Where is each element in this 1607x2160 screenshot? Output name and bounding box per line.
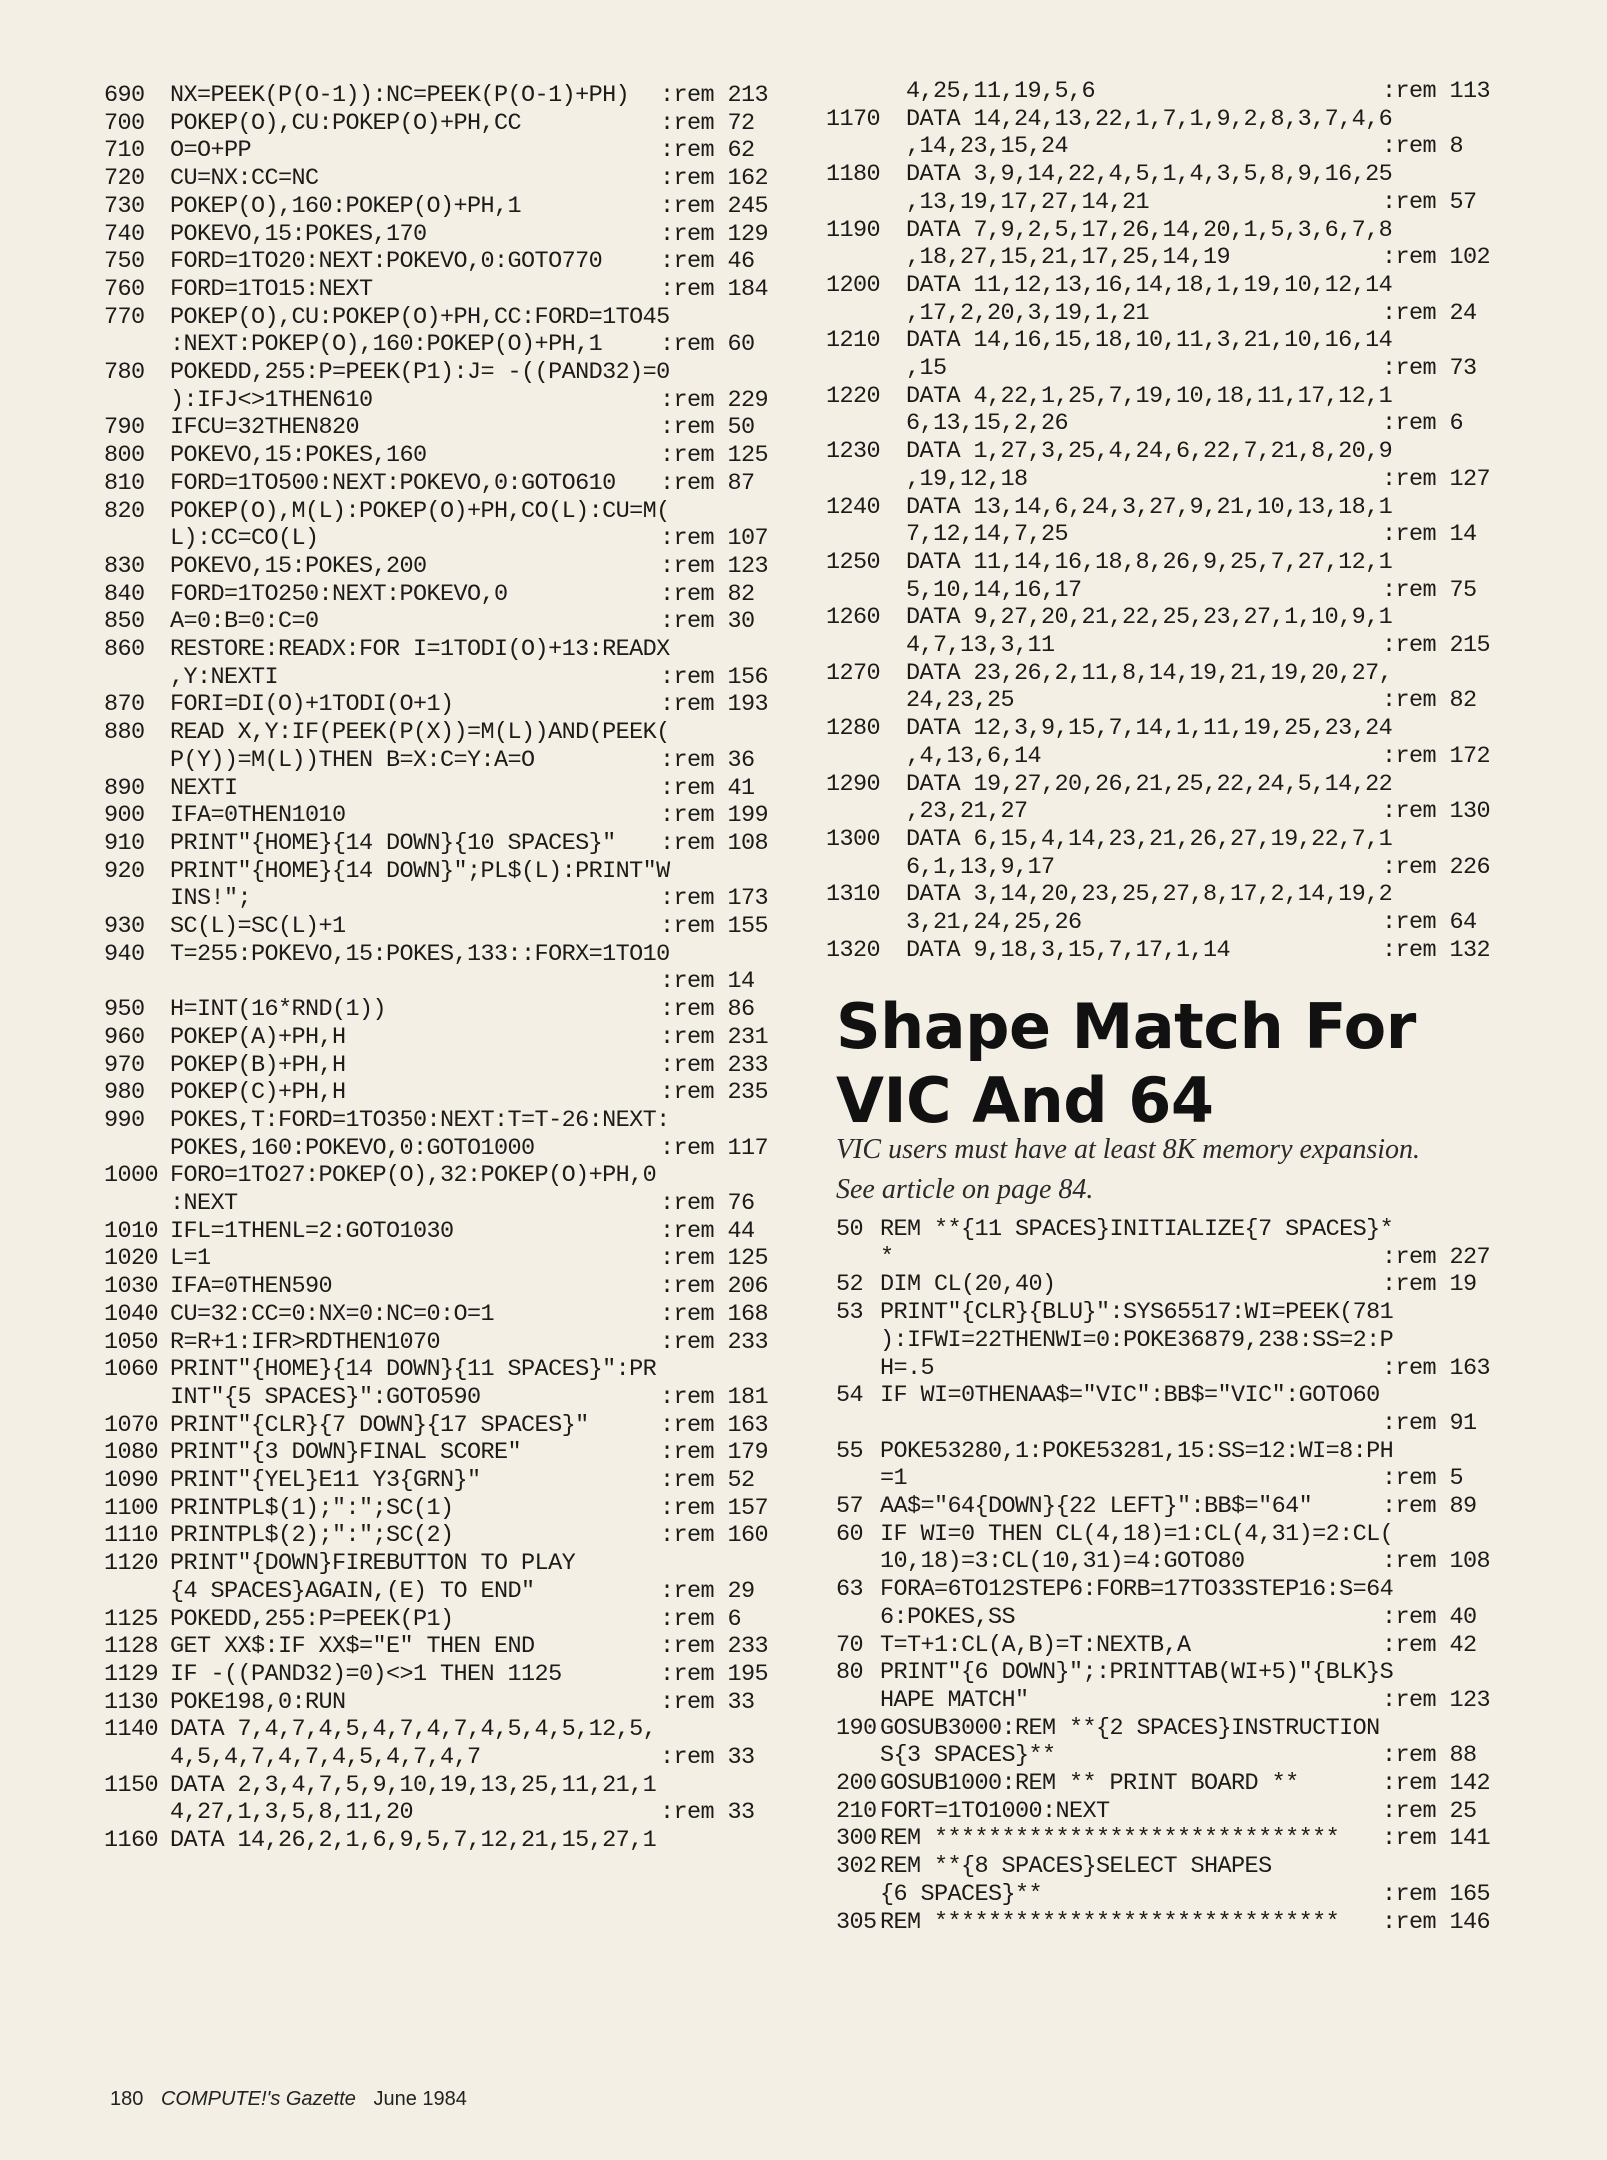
code-text: DATA 9,18,3,15,7,17,1,14	[906, 936, 1231, 964]
code-continuation: 6,13,15,2,26	[906, 410, 1069, 438]
page-footer	[110, 2088, 467, 2111]
code-text: POKEVO,15:POKES,170	[170, 220, 427, 248]
rem-checksum: :rem 102	[1382, 244, 1491, 272]
line-number: 57	[836, 1493, 864, 1520]
rem-checksum: :rem 179	[660, 1439, 769, 1467]
code-continuation: {4 SPACES}AGAIN,(E) TO END"	[170, 1577, 535, 1605]
code-continuation: L):CC=CO(L)	[170, 525, 319, 553]
code-continuation: *	[880, 1243, 894, 1271]
code-text: IF -((PAND32)=0)<>1 THEN 1125	[170, 1660, 562, 1688]
code-continuation: 7,12,14,7,25	[906, 521, 1069, 549]
code-text: DATA 14,26,2,1,6,9,5,7,12,21,15,27,1	[170, 1827, 657, 1855]
rem-checksum: :rem 233	[660, 1051, 769, 1079]
line-number: 1030	[104, 1273, 159, 1301]
code-continuation: ,14,23,15,24	[906, 133, 1069, 161]
line-number: 710	[104, 137, 145, 165]
rem-checksum: :rem 19	[1382, 1271, 1477, 1299]
line-number: 720	[104, 165, 145, 193]
line-number: 930	[104, 913, 145, 940]
line-number: 1240	[826, 493, 881, 521]
code-text: IF WI=0THENAA$="VIC":BB$="VIC":GOTO60	[880, 1382, 1380, 1410]
line-number: 52	[836, 1271, 864, 1299]
code-text: REM **{11 SPACES}INITIALIZE{7 SPACES}*	[880, 1216, 1394, 1243]
code-text: DATA 3,14,20,23,25,27,8,17,2,14,19,2	[906, 881, 1393, 909]
code-continuation: ,19,12,18	[906, 465, 1028, 493]
rem-checksum: :rem 245	[660, 192, 769, 220]
line-number: 1080	[104, 1439, 159, 1467]
rem-checksum: :rem 86	[660, 996, 755, 1024]
code-text: PRINT"{YEL}E11 Y3{GRN}"	[170, 1467, 481, 1494]
code-text: POKEP(O),CU:POKEP(O)+PH,CC	[170, 109, 522, 137]
code-text: DATA 13,14,6,24,3,27,9,21,10,13,18,1	[906, 493, 1393, 521]
code-text: POKEP(C)+PH,H	[170, 1079, 346, 1107]
line-number: 1270	[826, 659, 881, 687]
code-text: GOSUB3000:REM **{2 SPACES}INSTRUCTION	[880, 1714, 1380, 1742]
line-number: 1010	[104, 1217, 159, 1245]
title-line-2: VIC And 64	[836, 1064, 1214, 1137]
line-number: 1200	[826, 271, 881, 299]
code-text: FORD=1TO250:NEXT:POKEVO,0	[170, 580, 508, 608]
rem-checksum: :rem 6	[1382, 410, 1464, 438]
rem-checksum: :rem 57	[1382, 188, 1477, 216]
rem-checksum: :rem 168	[660, 1300, 769, 1328]
rem-checksum: :rem 29	[660, 1577, 755, 1605]
rem-checksum: :rem 173	[660, 885, 769, 913]
rem-checksum: :rem 213	[660, 82, 769, 109]
rem-checksum: :rem 123	[1382, 1686, 1491, 1714]
code-text: DATA 11,12,13,16,14,18,1,19,10,12,14	[906, 271, 1393, 299]
code-text: CU=NX:CC=NC	[170, 165, 319, 193]
code-continuation: INT"{5 SPACES}":GOTO590	[170, 1383, 481, 1411]
rem-checksum: :rem 125	[660, 1245, 769, 1273]
code-text: DATA 23,26,2,11,8,14,19,21,19,20,27,	[906, 659, 1393, 687]
line-number: 1260	[826, 604, 881, 632]
code-text: IFA=0THEN1010	[170, 802, 346, 830]
subtitle-line-1: VIC users must have at least 8K memory expansion.	[836, 1134, 1421, 1165]
rem-checksum: :rem 195	[660, 1660, 769, 1688]
code-continuation: :NEXT	[170, 1190, 238, 1217]
code-text: POKE198,0:RUN	[170, 1688, 346, 1716]
line-number: 770	[104, 303, 145, 331]
line-number: 53	[836, 1299, 864, 1327]
code-text: L=1	[170, 1245, 211, 1273]
rem-checksum: :rem 6	[660, 1605, 742, 1633]
code-continuation: POKES,160:POKEVO,0:GOTO1000	[170, 1134, 535, 1162]
line-number: 80	[836, 1659, 864, 1687]
code-continuation: :NEXT:POKEP(O),160:POKEP(O)+PH,1	[170, 331, 603, 359]
rem-checksum: :rem 132	[1382, 936, 1491, 964]
rem-checksum: :rem 141	[1382, 1825, 1491, 1853]
line-number: 990	[104, 1106, 145, 1134]
code-text: DATA 3,9,14,22,4,5,1,4,3,5,8,9,16,25	[906, 161, 1393, 189]
line-number: 1180	[826, 161, 881, 189]
rem-checksum: :rem 52	[660, 1467, 755, 1494]
line-number: 302	[836, 1853, 877, 1881]
line-number: 860	[104, 636, 145, 663]
line-number: 830	[104, 552, 145, 580]
rem-checksum: :rem 235	[660, 1079, 769, 1107]
line-number: 790	[104, 414, 145, 442]
line-number: 63	[836, 1576, 864, 1604]
rem-checksum: :rem 172	[1382, 742, 1491, 770]
rem-checksum: :rem 82	[1382, 687, 1477, 715]
code-text: PRINT"{DOWN}FIREBUTTON TO PLAY	[170, 1550, 576, 1578]
magazine-name: COMPUTE!'s Gazette	[160, 2088, 356, 2110]
code-text: REM **{8 SPACES}SELECT SHAPES	[880, 1853, 1272, 1881]
rem-checksum: :rem 62	[660, 137, 755, 165]
line-number: 1050	[104, 1328, 159, 1356]
code-text: POKEP(O),M(L):POKEP(O)+PH,CO(L):CU=M(	[170, 497, 670, 525]
line-number: 1170	[826, 105, 881, 133]
rem-checksum: :rem 199	[660, 802, 769, 830]
rem-checksum: :rem 108	[1382, 1548, 1491, 1576]
code-text: O=O+PP	[170, 137, 252, 165]
line-number: 740	[104, 220, 145, 248]
rem-checksum: :rem 89	[1382, 1493, 1477, 1520]
code-text: NEXTI	[170, 774, 238, 802]
code-text: PRINT"{6 DOWN}";:PRINTTAB(WI+5)"{BLK}S	[880, 1659, 1394, 1687]
code-text: SC(L)=SC(L)+1	[170, 913, 346, 940]
code-text: POKEP(B)+PH,H	[170, 1051, 346, 1079]
rem-checksum: :rem 142	[1382, 1770, 1491, 1797]
rem-checksum: :rem 40	[1382, 1603, 1477, 1631]
rem-checksum: :rem 8	[1382, 133, 1464, 161]
rem-checksum: :rem 206	[660, 1273, 769, 1301]
rem-checksum: :rem 91	[1382, 1409, 1477, 1437]
line-number: 200	[836, 1770, 877, 1797]
rem-checksum: :rem 181	[660, 1383, 769, 1411]
line-number: 50	[836, 1216, 864, 1243]
line-number: 1310	[826, 881, 881, 909]
rem-checksum: :rem 88	[1382, 1742, 1477, 1770]
code-text: DATA 19,27,20,26,21,25,22,24,5,14,22	[906, 770, 1393, 798]
line-number: 900	[104, 802, 145, 830]
rem-checksum: :rem 226	[1382, 853, 1491, 881]
line-number: 305	[836, 1908, 877, 1936]
code-text: PRINTPL$(2);":";SC(2)	[170, 1522, 454, 1550]
line-number: 890	[104, 774, 145, 802]
rem-checksum: :rem 5	[1382, 1465, 1464, 1493]
rem-checksum: :rem 156	[660, 663, 769, 691]
rem-checksum: :rem 75	[1382, 576, 1477, 604]
code-text: POKEVO,15:POKES,160	[170, 442, 427, 470]
line-number: 1150	[104, 1771, 159, 1799]
rem-checksum: :rem 130	[1382, 798, 1491, 826]
code-continuation: HAPE MATCH"	[880, 1686, 1029, 1714]
code-text: POKEP(O),160:POKEP(O)+PH,1	[170, 192, 522, 220]
rem-checksum: :rem 157	[660, 1494, 769, 1522]
rem-checksum: :rem 33	[660, 1744, 755, 1771]
rem-checksum: :rem 215	[1382, 632, 1491, 659]
code-continuation: 24,23,25	[906, 687, 1015, 715]
line-number: 1070	[104, 1411, 159, 1439]
rem-checksum: :rem 231	[660, 1023, 769, 1051]
code-continuation: ,17,2,20,3,19,1,21	[906, 299, 1150, 327]
code-text: GOSUB1000:REM ** PRINT BOARD **	[880, 1770, 1299, 1797]
rem-checksum: :rem 44	[660, 1217, 755, 1245]
rem-checksum: :rem 233	[660, 1633, 769, 1661]
rem-checksum: :rem 113	[1382, 78, 1491, 105]
line-number: 910	[104, 829, 145, 857]
code-text: PRINT"{HOME}{14 DOWN}{11 SPACES}":PR	[170, 1356, 657, 1384]
line-number: 1160	[104, 1827, 159, 1855]
rem-checksum: :rem 64	[1382, 909, 1477, 936]
code-continuation: 5,10,14,16,17	[906, 576, 1082, 604]
rem-checksum: :rem 76	[660, 1190, 755, 1217]
line-number: 300	[836, 1825, 877, 1853]
code-text: PRINT"{HOME}{14 DOWN}";PL$(L):PRINT"W	[170, 857, 670, 885]
code-text: GET XX$:IF XX$="E" THEN END	[170, 1633, 535, 1661]
code-text: 4,25,11,19,5,6	[906, 78, 1096, 105]
rem-checksum: :rem 108	[660, 829, 769, 857]
code-text: IFA=0THEN590	[170, 1273, 333, 1301]
line-number: 940	[104, 940, 145, 968]
rem-checksum: :rem 155	[660, 913, 769, 940]
article-subtitle	[836, 1130, 1536, 1210]
rem-checksum: :rem 60	[660, 331, 755, 359]
rem-checksum: :rem 146	[1382, 1908, 1491, 1936]
rem-checksum: :rem 36	[660, 746, 755, 774]
line-number: 54	[836, 1382, 864, 1410]
code-continuation: =1	[880, 1465, 908, 1493]
line-number: 1230	[826, 438, 881, 466]
line-number: 810	[104, 469, 145, 497]
rem-checksum: :rem 233	[660, 1328, 769, 1356]
line-number: 800	[104, 442, 145, 470]
rem-checksum: :rem 42	[1382, 1631, 1477, 1659]
code-text: T=T+1:CL(A,B)=T:NEXTB,A	[880, 1631, 1191, 1659]
rem-checksum: :rem 165	[1382, 1880, 1491, 1908]
line-number: 1020	[104, 1245, 159, 1273]
page-number: 180	[110, 2088, 144, 2110]
code-text: DATA 9,27,20,21,22,25,23,27,1,10,9,1	[906, 604, 1393, 632]
code-continuation: ,18,27,15,21,17,25,14,19	[906, 244, 1231, 272]
code-text: FORD=1TO20:NEXT:POKEVO,0:GOTO770	[170, 248, 603, 276]
code-text: POKEVO,15:POKES,200	[170, 552, 427, 580]
code-text: DATA 7,9,2,5,17,26,14,20,1,5,3,6,7,8	[906, 216, 1393, 244]
line-number: 870	[104, 691, 145, 719]
rem-checksum: :rem 129	[660, 220, 769, 248]
code-text: IFCU=32THEN820	[170, 414, 360, 442]
code-text: POKE53280,1:POKE53281,15:SS=12:WI=8:PH	[880, 1437, 1394, 1465]
code-text: IFL=1THENL=2:GOTO1030	[170, 1217, 454, 1245]
code-text: DATA 14,16,15,18,10,11,3,21,10,16,14	[906, 327, 1393, 355]
line-number: 1129	[104, 1660, 159, 1688]
code-continuation: P(Y))=M(L))THEN B=X:C=Y:A=O	[170, 746, 535, 774]
code-text: DATA 6,15,4,14,23,21,26,27,19,22,7,1	[906, 825, 1393, 853]
code-continuation: 6:POKES,SS	[880, 1603, 1016, 1631]
line-number: 700	[104, 109, 145, 137]
code-text: POKEDD,255:P=PEEK(P1):J= -((PAND32)=0	[170, 359, 670, 386]
line-number: 210	[836, 1797, 877, 1825]
line-number: 1250	[826, 548, 881, 576]
code-text: PRINT"{HOME}{14 DOWN}{10 SPACES}"	[170, 829, 616, 857]
code-continuation: ,4,13,6,14	[906, 742, 1042, 770]
rem-checksum: :rem 87	[660, 469, 755, 497]
title-line-1: Shape Match For	[836, 990, 1416, 1063]
code-text: NX=PEEK(P(O-1)):NC=PEEK(P(O-1)+PH)	[170, 82, 630, 109]
line-number: 60	[836, 1520, 864, 1548]
line-number: 750	[104, 248, 145, 276]
code-text: FORO=1TO27:POKEP(O),32:POKEP(O)+PH,0	[170, 1162, 657, 1190]
line-number: 1128	[104, 1633, 159, 1661]
subtitle-line-2: See article on page 84.	[836, 1174, 1094, 1205]
code-text: DATA 14,24,13,22,1,7,1,9,2,8,3,7,4,6	[906, 105, 1393, 133]
rem-checksum: :rem 33	[660, 1799, 755, 1827]
code-text: REM ******************************	[880, 1825, 1340, 1853]
rem-checksum: :rem 162	[660, 165, 769, 193]
rem-checksum: :rem 33	[660, 1688, 755, 1716]
code-continuation: ,15	[906, 355, 947, 382]
rem-checksum: :rem 24	[1382, 299, 1477, 327]
rem-checksum: :rem 14	[660, 968, 755, 996]
line-number: 820	[104, 497, 145, 525]
line-number: 1000	[104, 1162, 159, 1190]
line-number: 1190	[826, 216, 881, 244]
line-number: 1130	[104, 1688, 159, 1716]
code-text: DATA 2,3,4,7,5,9,10,19,13,25,11,21,1	[170, 1771, 657, 1799]
line-number: 55	[836, 1437, 864, 1465]
line-number: 850	[104, 608, 145, 636]
line-number: 1100	[104, 1494, 159, 1522]
code-text: PRINT"{3 DOWN}FINAL SCORE"	[170, 1439, 522, 1467]
code-continuation: 4,7,13,3,11	[906, 632, 1055, 659]
line-number: 1060	[104, 1356, 159, 1384]
code-text: PRINTPL$(1);":";SC(1)	[170, 1494, 454, 1522]
code-text: DIM CL(20,40)	[880, 1271, 1056, 1299]
rem-checksum: :rem 125	[660, 442, 769, 470]
code-text: T=255:POKEVO,15:POKES,133::FORX=1TO10	[170, 940, 670, 968]
line-number: 980	[104, 1079, 145, 1107]
code-text: POKEP(A)+PH,H	[170, 1023, 346, 1051]
rem-checksum: :rem 127	[1382, 465, 1491, 493]
code-continuation: INS!";	[170, 885, 252, 913]
line-number: 880	[104, 719, 145, 747]
rem-checksum: :rem 50	[660, 414, 755, 442]
line-number: 1110	[104, 1522, 159, 1550]
code-continuation: 10,18)=3:CL(10,31)=4:GOTO80	[880, 1548, 1245, 1576]
line-number: 1300	[826, 825, 881, 853]
code-text: READ X,Y:IF(PEEK(P(X))=M(L))AND(PEEK(	[170, 719, 670, 747]
code-text: FORI=DI(O)+1TODI(O+1)	[170, 691, 454, 719]
line-number: 950	[104, 996, 145, 1024]
code-continuation: ,23,21,27	[906, 798, 1028, 826]
rem-checksum: :rem 163	[660, 1411, 769, 1439]
line-number: 780	[104, 359, 145, 386]
line-number: 960	[104, 1023, 145, 1051]
code-continuation: ,13,19,17,27,14,21	[906, 188, 1150, 216]
line-number: 1140	[104, 1716, 159, 1744]
rem-checksum: :rem 72	[660, 109, 755, 137]
rem-checksum: :rem 25	[1382, 1797, 1477, 1825]
code-text: RESTORE:READX:FOR I=1TODI(O)+13:READX	[170, 636, 670, 663]
rem-checksum: :rem 117	[660, 1134, 769, 1162]
line-number: 190	[836, 1714, 877, 1742]
code-text: A=0:B=0:C=0	[170, 608, 319, 636]
code-text: H=INT(16*RND(1))	[170, 996, 387, 1024]
code-text: PRINT"{CLR}{BLU}":SYS65517:WI=PEEK(781	[880, 1299, 1394, 1327]
code-text: POKEP(O),CU:POKEP(O)+PH,CC:FORD=1TO45	[170, 303, 670, 331]
code-continuation: 3,21,24,25,26	[906, 909, 1082, 936]
line-number: 1040	[104, 1300, 159, 1328]
rem-checksum: :rem 30	[660, 608, 755, 636]
line-number: 690	[104, 82, 145, 109]
code-text: FORD=1TO15:NEXT	[170, 275, 373, 303]
line-number: 840	[104, 580, 145, 608]
line-number: 1090	[104, 1467, 159, 1494]
issue-date: June 1984	[373, 2088, 467, 2110]
line-number: 1320	[826, 936, 881, 964]
code-continuation: H=.5	[880, 1354, 935, 1382]
code-text: DATA 11,14,16,18,8,26,9,25,7,27,12,1	[906, 548, 1393, 576]
line-number: 1220	[826, 382, 881, 410]
code-text: FORA=6TO12STEP6:FORB=17TO33STEP16:S=64	[880, 1576, 1394, 1604]
code-text: PRINT"{CLR}{7 DOWN}{17 SPACES}"	[170, 1411, 589, 1439]
code-continuation: 6,1,13,9,17	[906, 853, 1055, 881]
rem-checksum: :rem 184	[660, 275, 769, 303]
rem-checksum: :rem 123	[660, 552, 769, 580]
rem-checksum: :rem 160	[660, 1522, 769, 1550]
rem-checksum: :rem 14	[1382, 521, 1477, 549]
code-text: DATA 7,4,7,4,5,4,7,4,7,4,5,4,5,12,5,	[170, 1716, 657, 1744]
rem-checksum: :rem 107	[660, 525, 769, 553]
code-text: AA$="64{DOWN}{22 LEFT}":BB$="64"	[880, 1493, 1313, 1520]
code-text: REM ******************************	[880, 1908, 1340, 1936]
line-number: 920	[104, 857, 145, 885]
line-number: 970	[104, 1051, 145, 1079]
rem-checksum: :rem 193	[660, 691, 769, 719]
rem-checksum: :rem 227	[1382, 1243, 1491, 1271]
rem-checksum: :rem 229	[660, 386, 769, 414]
line-number: 1290	[826, 770, 881, 798]
code-text: POKES,T:FORD=1TO350:NEXT:T=T-26:NEXT:	[170, 1106, 670, 1134]
rem-checksum: :rem 82	[660, 580, 755, 608]
code-text: POKEDD,255:P=PEEK(P1)	[170, 1605, 454, 1633]
rem-checksum: :rem 41	[660, 774, 755, 802]
code-text: FORT=1TO1000:NEXT	[880, 1797, 1110, 1825]
code-continuation: {6 SPACES}**	[880, 1880, 1043, 1908]
code-continuation: 4,5,4,7,4,7,4,5,4,7,4,7	[170, 1744, 481, 1771]
code-continuation: ):IFJ<>1THEN610	[170, 386, 373, 414]
line-number: 1125	[104, 1605, 159, 1633]
rem-checksum: :rem 46	[660, 248, 755, 276]
code-continuation: ,Y:NEXTI	[170, 663, 279, 691]
line-number: 1280	[826, 715, 881, 743]
line-number: 70	[836, 1631, 864, 1659]
code-continuation: S{3 SPACES}**	[880, 1742, 1056, 1770]
rem-checksum: :rem 163	[1382, 1354, 1491, 1382]
code-text: FORD=1TO500:NEXT:POKEVO,0:GOTO610	[170, 469, 616, 497]
code-text: DATA 1,27,3,25,4,24,6,22,7,21,8,20,9	[906, 438, 1393, 466]
code-text: DATA 4,22,1,25,7,19,10,18,11,17,12,1	[906, 382, 1393, 410]
line-number: 1120	[104, 1550, 159, 1578]
code-text: CU=32:CC=0:NX=0:NC=0:O=1	[170, 1300, 495, 1328]
code-continuation: 4,27,1,3,5,8,11,20	[170, 1799, 414, 1827]
article-title	[836, 990, 1416, 1138]
line-number: 730	[104, 192, 145, 220]
code-text: R=R+1:IFR>RDTHEN1070	[170, 1328, 441, 1356]
line-number: 1210	[826, 327, 881, 355]
line-number: 760	[104, 275, 145, 303]
code-text: DATA 12,3,9,15,7,14,1,11,19,25,23,24	[906, 715, 1393, 743]
rem-checksum: :rem 73	[1382, 355, 1477, 382]
code-continuation: ):IFWI=22THENWI=0:POKE36879,238:SS=2:P	[880, 1326, 1394, 1354]
code-text: IF WI=0 THEN CL(4,18)=1:CL(4,31)=2:CL(	[880, 1520, 1394, 1548]
